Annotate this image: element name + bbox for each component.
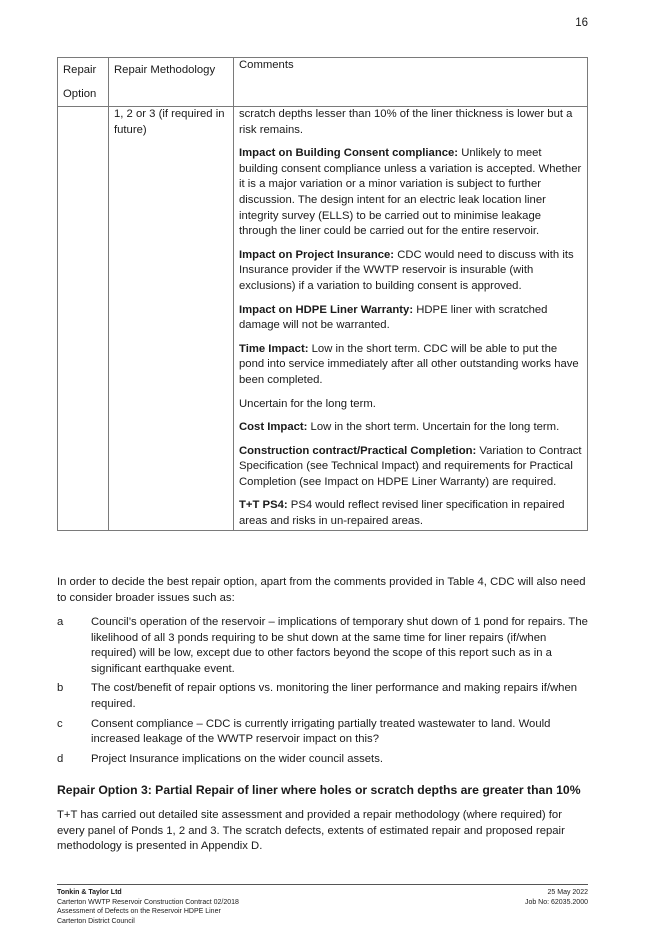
issues-list: [57, 615, 592, 771]
comment-text: Low in the short term. CDC will be able to put the pond into service immediately after all other outstanding works have been completed.: [239, 342, 579, 386]
comment-paragraph: [239, 146, 582, 240]
footer-report-title: Assessment of Defects on the Reservoir HDPE Liner: [57, 908, 221, 915]
header-repair-methodology: Repair Methodology: [109, 58, 234, 107]
table-header-row: [58, 58, 588, 107]
comment-paragraph: [239, 397, 582, 413]
comment-paragraph: [239, 342, 582, 389]
comment-paragraph: [239, 303, 582, 334]
footer-company: Tonkin & Taylor Ltd: [57, 889, 122, 896]
footer-date: 25 May 2022: [547, 889, 588, 896]
list-item: [57, 681, 592, 712]
comment-text: scratch depths lesser than 10% of the liner thickness is lower but a risk remains.: [239, 108, 573, 136]
comment-label: Cost Impact:: [239, 421, 308, 434]
page-number: 16: [575, 17, 588, 29]
list-item-text: Council’s operation of the reservoir – implications of temporary shut down of 1 pond for repairs. The likelihood of all 3 ponds requiring to be shut down at the same time for liner repairs (if/when required) will be low, except due to other factors beyond the scope of this report such as in a significant earthquake event.: [91, 616, 588, 675]
comment-label: T+T PS4:: [239, 499, 288, 512]
intro-paragraph: In order to decide the best repair option, apart from the comments provided in Table 4, CDC will also need to consider broader issues such as:: [57, 576, 586, 604]
list-marker: c: [57, 717, 63, 730]
comment-label: Impact on Building Consent compliance:: [239, 147, 459, 160]
section-heading: Repair Option 3: Partial Repair of liner where holes or scratch depths are greater than 10%: [57, 783, 581, 797]
footer-contract: Carterton WWTP Reservoir Construction Contract 02/2018: [57, 898, 239, 906]
comment-paragraph: [239, 248, 582, 295]
list-item-text: Project Insurance implications on the wider council assets.: [91, 752, 383, 765]
comment-label: Impact on Project Insurance:: [239, 248, 395, 261]
comment-paragraph: [239, 420, 582, 436]
header-comments: Comments: [234, 58, 588, 107]
comment-text: Low in the short term. Uncertain for the long term.: [307, 421, 560, 434]
comment-text: CDC would need to discuss with its Insurance provider if the WWTP reservoir is insurable (with exclusions) if a variation to building consent is approved.: [239, 248, 574, 292]
list-marker: b: [57, 682, 64, 695]
repair-options-table: [57, 57, 588, 531]
list-item-text: The cost/benefit of repair options vs. monitoring the liner performance and making repairs if/when required.: [91, 682, 578, 710]
comment-text: HDPE liner with scratched damage will not be warranted.: [239, 303, 548, 332]
list-marker: a: [57, 616, 64, 628]
list-item: [57, 717, 592, 748]
closing-paragraph: T+T has carried out detailed site assessment and provided a repair methodology (where required) for every panel of Ponds 1, 2 and 3. The scratch defects, extents of estimated repair and proposed repair methodology is presented in Appendix D.: [57, 809, 565, 853]
comment-label: Time Impact:: [239, 342, 309, 355]
footer-job-number: Job No: 62035.2000: [524, 898, 588, 906]
comment-text: Variation to Contract Specification (see Technical Impact) and requirements for Practical Completion (see Impact on HDPE Liner Warranty) are required.: [239, 444, 582, 488]
list-item: [57, 615, 592, 677]
list-item: [57, 752, 592, 768]
comment-text: Uncertain for the long term.: [239, 397, 376, 410]
list-item-text: Consent compliance – CDC is currently irrigating partially treated wastewater to land. Would increased leakage of the WWTP reservoir impact on this?: [91, 717, 551, 746]
cell-repair-methodology: 1, 2 or 3 (if required in future): [109, 107, 234, 531]
comment-text: PS4 would reflect revised liner specification in repaired areas and risks in un-repaired areas.: [239, 499, 565, 528]
list-marker: d: [57, 752, 64, 765]
cell-comments: [234, 107, 588, 531]
comment-label: Construction contract/Practical Completion:: [239, 444, 477, 457]
table-row: [58, 107, 588, 531]
footer-client: Carterton District Council: [57, 917, 135, 925]
footer-divider: [57, 884, 588, 885]
cell-repair-option: [58, 107, 109, 531]
comment-paragraph: [239, 444, 582, 491]
comment-paragraph: [239, 498, 582, 529]
comment-text: Unlikely to meet building consent compliance unless a variation is accepted. Whether it is a major variation or a minor variation is subject to further discussion. The design intent for an electric leak location liner integrity survey (ELLS) to be carried out to minimise leakage through the liner could be carried out for the entire reservoir.: [239, 147, 582, 238]
comment-label: Impact on HDPE Liner Warranty:: [239, 303, 414, 316]
footer-left: [57, 888, 239, 926]
comment-paragraph: [239, 107, 582, 138]
footer-right: [525, 888, 588, 907]
header-repair-option: Repair Option: [58, 58, 109, 107]
